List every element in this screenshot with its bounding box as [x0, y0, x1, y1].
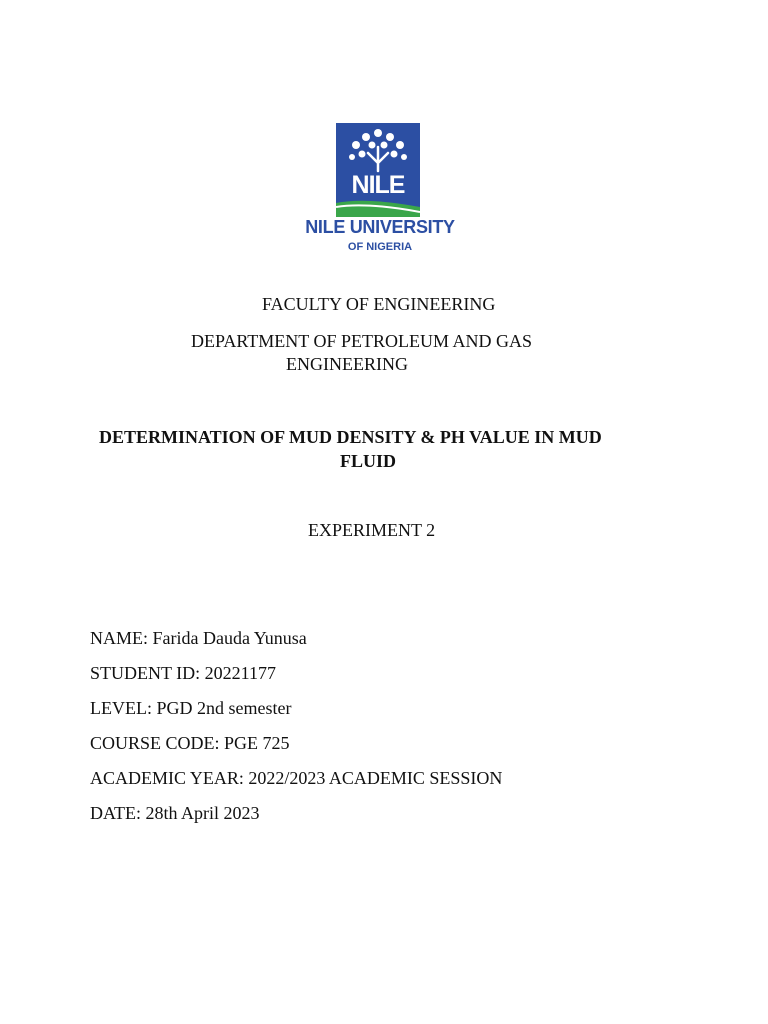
academic-year: ACADEMIC YEAR: 2022/2023 ACADEMIC SESSION — [90, 768, 503, 788]
course-code: COURSE CODE: PGE 725 — [90, 733, 290, 753]
tree-icon — [336, 123, 420, 217]
report-title-line2: FLUID — [340, 451, 397, 471]
department-heading-line1: DEPARTMENT OF PETROLEUM AND GAS — [191, 331, 532, 351]
logo-word: NILE — [351, 171, 405, 199]
report-title-line1: DETERMINATION OF MUD DENSITY & PH VALUE IN MUD — [99, 427, 602, 447]
student-id: STUDENT ID: 20221177 — [90, 663, 276, 683]
submission-date: DATE: 28th April 2023 — [90, 803, 260, 823]
faculty-heading: FACULTY OF ENGINEERING — [262, 294, 496, 314]
student-name: NAME: Farida Dauda Yunusa — [90, 628, 307, 648]
department-heading-line2: ENGINEERING — [286, 354, 408, 374]
university-name: NILE UNIVERSITY — [305, 217, 455, 237]
experiment-number: EXPERIMENT 2 — [308, 520, 436, 540]
university-country: OF NIGERIA — [347, 241, 413, 253]
student-level: LEVEL: PGD 2nd semester — [90, 698, 292, 718]
logo-badge — [336, 123, 420, 217]
university-logo — [300, 120, 460, 260]
